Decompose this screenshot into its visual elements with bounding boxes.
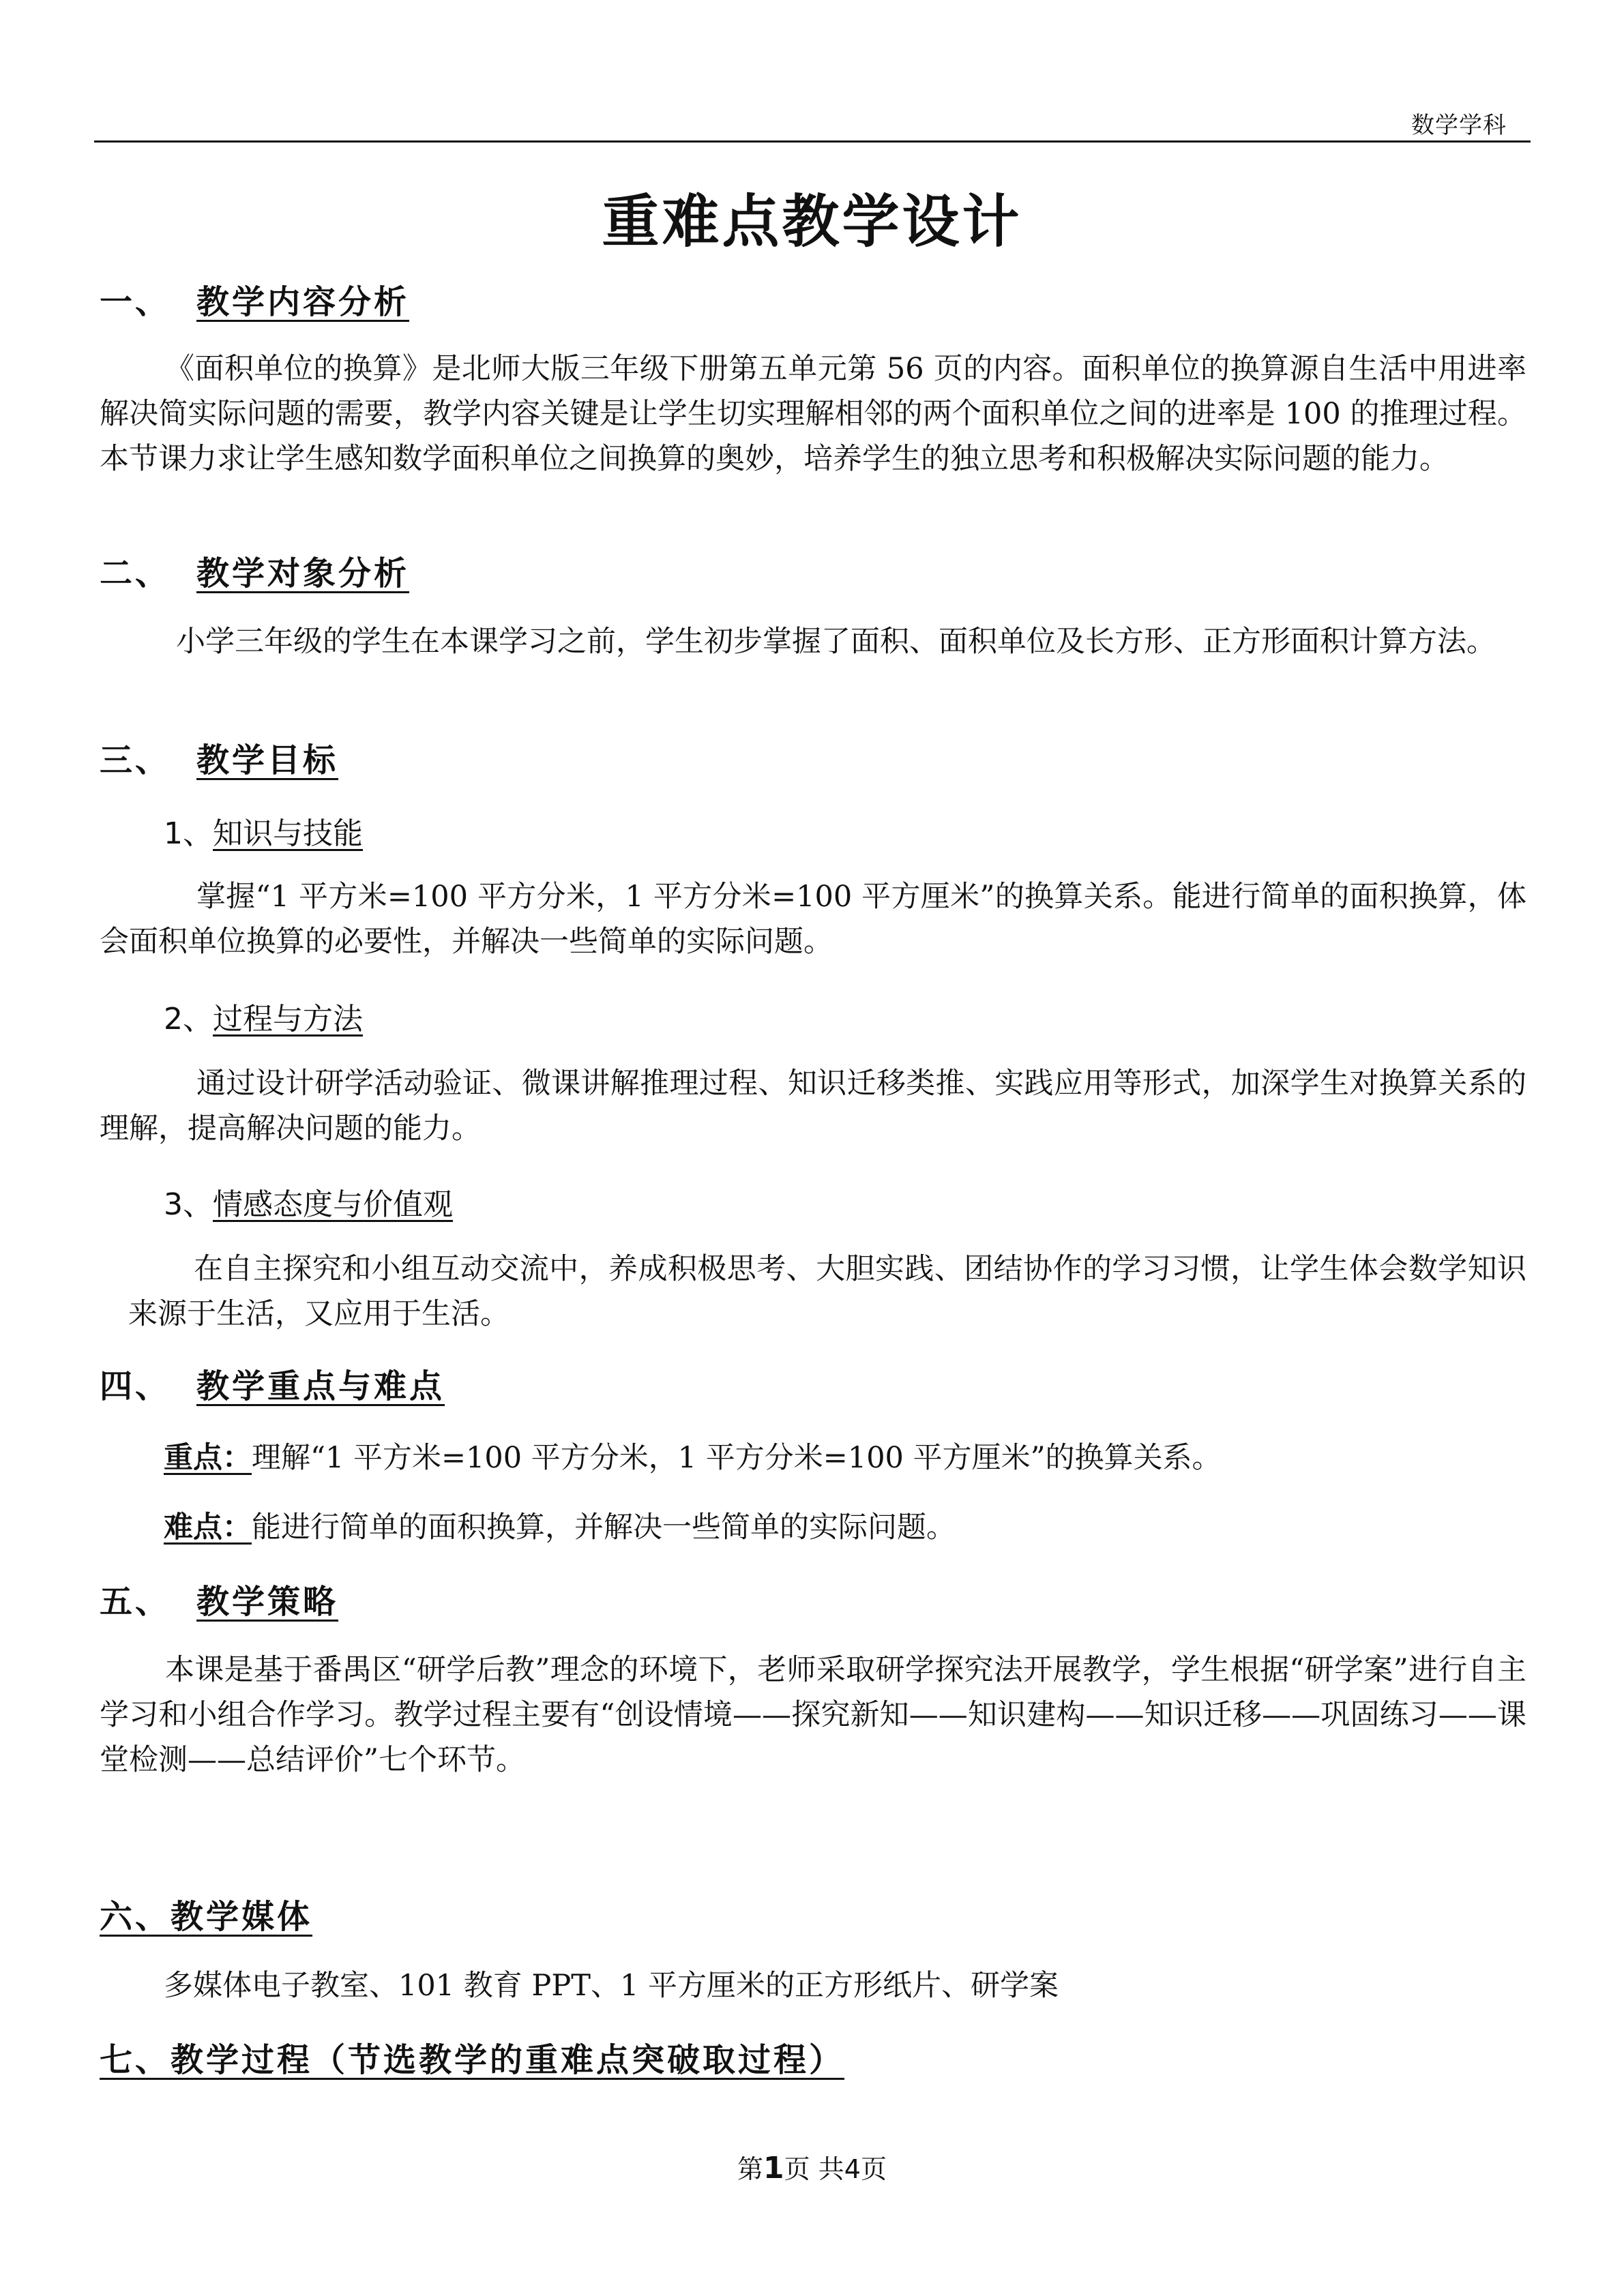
section-number: 一、 (100, 283, 171, 321)
section-number: 三、 (100, 741, 171, 779)
subheading-title: 知识与技能 (213, 816, 363, 851)
total-pages: 4 (844, 2154, 861, 2184)
section-heading-media: 六、教学媒体 (100, 1898, 313, 1936)
subheading-number: 1、 (164, 816, 213, 851)
subheading-attitude-values (164, 1180, 453, 1223)
current-page-number: 1 (763, 2151, 784, 2186)
footer-suffix: 页 (860, 2154, 887, 2184)
header-subject: 数学学科 (1411, 112, 1507, 139)
key-point-line (164, 1435, 1222, 1476)
subheading-number: 2、 (164, 1002, 213, 1037)
media-line: 多媒体电子教室、101 教育 PPT、1 平方厘米的正方形纸片、研学案 (164, 1969, 1059, 2003)
section-title: 教学对象分析 (196, 554, 410, 593)
subheading-title: 过程与方法 (213, 1002, 363, 1037)
page-footer (0, 2148, 1624, 2186)
strategy-paragraph: 本课是基于番禺区“研学后教”理念的环境下，老师采取研学探究法开展教学，学生根据“研学案”进行自主学习和小组合作学习。教学过程主要有“创设情境——探究新知——知识建构——知识迁移——巩固练习——课堂检测——总结评价”七个环节。 (100, 1653, 1526, 1777)
section-heading-strategy (100, 1575, 338, 1622)
difficult-point-label: 难点： (164, 1510, 252, 1545)
section-heading-student-analysis (100, 547, 409, 594)
section-heading-process: 七、教学过程（节选教学的重难点突破取过程） (100, 2041, 845, 2079)
section-number: 二、 (100, 554, 171, 593)
knowledge-skills-paragraph: 掌握“1 平方米=100 平方分米，1 平方分米=100 平方厘米”的换算关系。能进行简单的面积换算，体会面积单位换算的必要性，并解决一些简单的实际问题。 (100, 880, 1526, 959)
subheading-knowledge-skills (164, 809, 363, 852)
subheading-title: 情感态度与价值观 (213, 1187, 453, 1222)
subheading-process-method (164, 994, 363, 1038)
difficult-point-text: 能进行简单的面积换算，并解决一些简单的实际问题。 (252, 1510, 956, 1545)
section-title: 教学内容分析 (196, 283, 410, 321)
page-title: 重难点教学设计 (602, 188, 1022, 255)
section-heading-objectives (100, 734, 338, 781)
footer-prefix: 第 (737, 2154, 764, 2184)
key-point-label: 重点： (164, 1441, 252, 1475)
process-method-paragraph: 通过设计研学活动验证、微课讲解推理过程、知识迁移类推、实践应用等形式，加深学生对换算关系的理解，提高解决问题的能力。 (100, 1067, 1526, 1146)
subheading-number: 3、 (164, 1187, 213, 1222)
section-title: 教学目标 (196, 741, 339, 779)
attitude-values-paragraph: 在自主探究和小组互动交流中，养成积极思考、大胆实践、团结协作的学习习惯，让学生体会数学知识来源于生活，又应用于生活。 (128, 1252, 1526, 1331)
section-title: 教学重点与难点 (196, 1367, 445, 1405)
section-title: 教学策略 (196, 1583, 339, 1621)
section-number: 五、 (100, 1583, 171, 1621)
header-rule (94, 140, 1531, 143)
content-analysis-paragraph: 《面积单位的换算》是北师大版三年级下册第五单元第 56 页的内容。面积单位的换算源自生活中用进率解决简实际问题的需要，教学内容关键是让学生切实理解相邻的两个面积单位之间的进率是 100 的推理过程。本节课力求让学生感知数学面积单位之间换算的奥妙，培养学生的独立思考和积极解决实际问题的能力。 (100, 352, 1526, 476)
student-analysis-paragraph: 小学三年级的学生在本课学习之前，学生初步掌握了面积、面积单位及长方形、正方形面积计算方法。 (176, 625, 1496, 659)
key-point-text: 理解“1 平方米=100 平方分米，1 平方分米=100 平方厘米”的换算关系。 (252, 1441, 1222, 1475)
section-heading-key-difficult (100, 1360, 445, 1407)
footer-middle: 页 共 (784, 2154, 844, 2184)
difficult-point-line (164, 1504, 956, 1546)
section-heading-content-analysis (100, 275, 409, 323)
section-number: 四、 (100, 1367, 171, 1405)
